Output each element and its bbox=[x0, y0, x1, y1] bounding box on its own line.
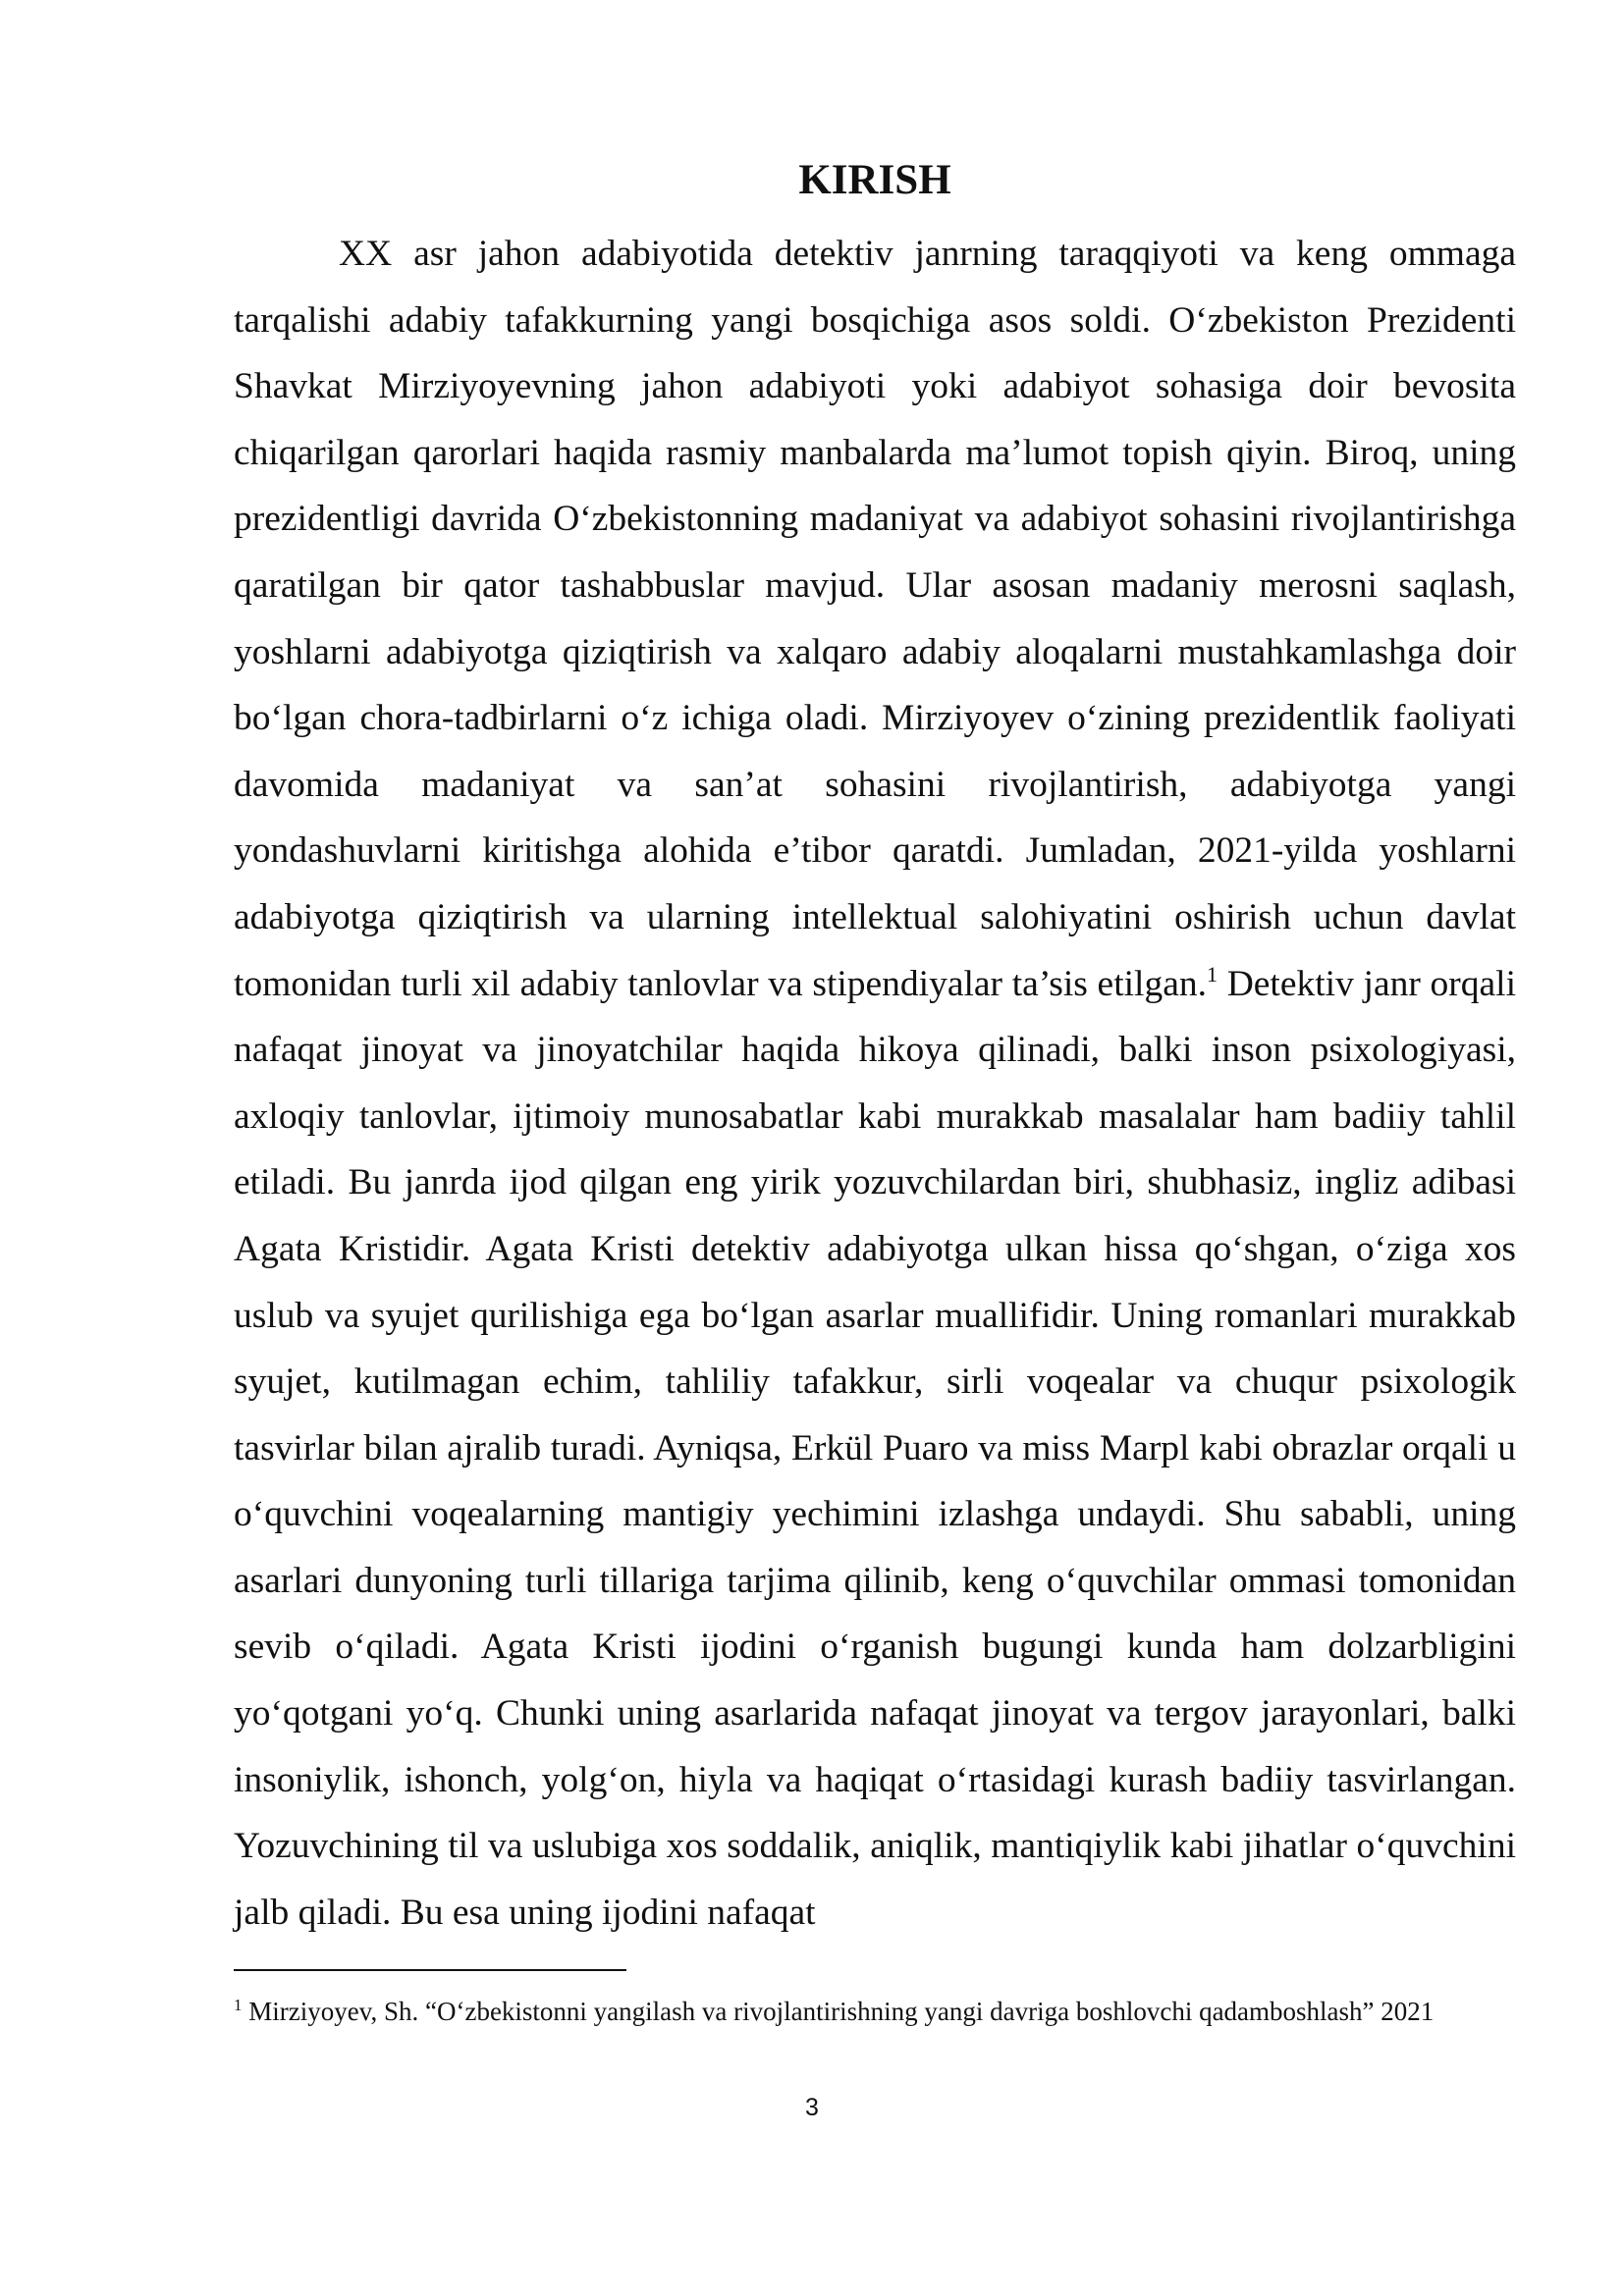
footnote-separator bbox=[234, 1969, 626, 1971]
footnote-marker: 1 bbox=[234, 1996, 243, 2014]
page-title: KIRISH bbox=[798, 157, 951, 203]
paragraph-text-after-note: Detektiv janr orqali nafaqat jinoyat va jinoyatchilar haqida hikoya qilinadi, balki inson psixologiyasi, axloqiy tanlovlar, ijtimoiy munosabatlar kabi murakkab masalalar ham badiiy tahlil etiladi. Bu janrda ijod qilgan eng yirik yozuvchilardan biri, shubhasiz, ingliz adibasi Agata Kristidir. Agata Kristi detektiv adabiyotga ulkan hissa qo‘shgan, o‘ziga xos uslub va syujet qurilishiga ega bo‘lgan asarlar muallifidir. Uning romanlari murakkab syujet, kutilmagan echim, tahliliy tafakkur, sirli voqealar va chuqur psixologik tasvirlar bilan ajralib turadi. Ayniqsa, Erkül Puaro va miss Marpl kabi obrazlar orqali u o‘quvchini voqealarning mantigiy yechimini izlashga undaydi. Shu sababli, uning asarlari dunyoning turli tillariga tarjima qilinib, keng o‘quvchilar ommasi tomonidan sevib o‘qiladi. Agata Kristi ijodini o‘rganish bugungi kunda ham dolzarbligini yo‘qotgani yo‘q. Chunki uning asarlarida nafaqat jinoyat va tergov jarayonlari, balki insoniylik, ishonch, yolg‘on, hiyla va haqiqat o‘rtasidagi kurash badiiy tasvirlangan. Yozuvchining til va uslubiga xos soddalik, aniqlik, mantiqiylik kabi jihatlar o‘quvchini jalb qiladi. Bu esa uning ijodini nafaqat bbox=[234, 963, 1517, 1933]
body-paragraph bbox=[234, 221, 1516, 1946]
footnote-text: Mirziyoyev, Sh. “O‘zbekistonni yangilash va rivojlantirishning yangi davriga boshlovchi qadamboshlash” 2021 bbox=[242, 1997, 1435, 2026]
page-number: 3 bbox=[805, 2094, 819, 2121]
footnote-reference: 1 bbox=[1206, 961, 1218, 987]
footnote bbox=[234, 1987, 1516, 2036]
paragraph-text-before-note: XX asr jahon adabiyotida detektiv janrning taraqqiyoti va keng ommaga tarqalishi adabiy tafakkurning yangi bosqichiga asos soldi. O‘zbekiston Prezidenti Shavkat Mirziyoyevning jahon adabiyoti yoki adabiyot sohasiga doir bevosita chiqarilgan qarorlari haqida rasmiy manbalarda ma’lumot topish qiyin. Biroq, uning prezidentligi davrida O‘zbekistonning madaniyat va adabiyot sohasini rivojlantirishga qaratilgan bir qator tashabbuslar mavjud. Ular asosan madaniy merosni saqlash, yoshlarni adabiyotga qiziqtirish va xalqaro adabiy aloqalarni mustahkamlashga doir bo‘lgan chora-tadbirlarni o‘z ichiga oladi. Mirziyoyev o‘zining prezidentlik faoliyati davomida madaniyat va san’at sohasini rivojlantirish, adabiyotga yangi yondashuvlarni kiritishga alohida e’tibor qaratdi. Jumladan, 2021-yilda yoshlarni adabiyotga qiziqtirish va ularning intellektual salohiyatini oshirish uchun davlat tomonidan turli xil adabiy tanlovlar va stipendiyalar ta’sis etilgan. bbox=[234, 234, 1516, 1004]
